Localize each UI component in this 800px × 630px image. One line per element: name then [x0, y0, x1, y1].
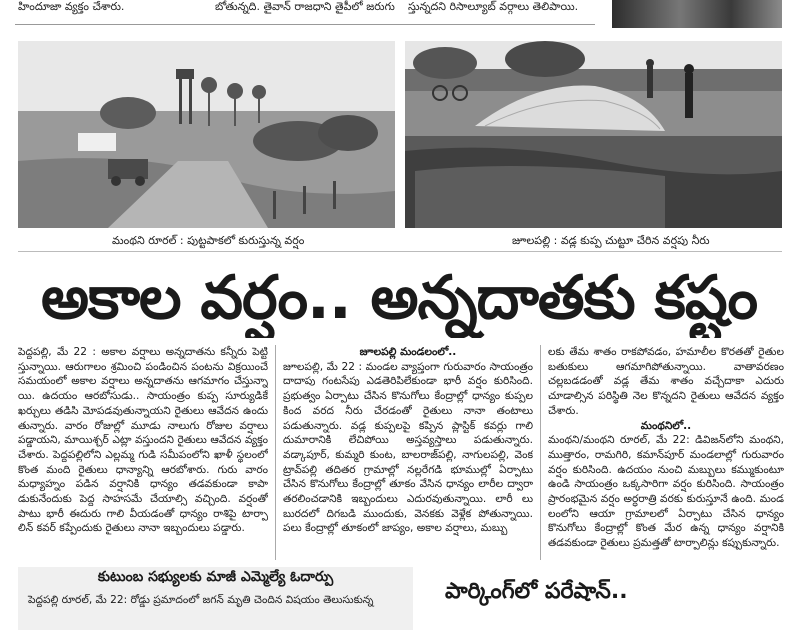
photo-rain-field: [18, 41, 395, 228]
bottom-news-box-parking: [425, 567, 800, 630]
column-3-text: మంథని/మంథని రూరల్, మే 22: డివిజన్‌లోని మంథని, ముత్తారం, రామగిరి, కమాన్‌పూర్ మండలాల్లో గురువారం వర్షం కురిసింది. ఉదయం నుంచి మబ్బులు కమ్ముకుంటూ ఉండి సాయంత్రం ఒక్కసారిగా వర్షం కురిసింది. సాయంత్రం ప్రారంభమైన వర్షం అర్ధరాత్రి వరకు కురుస్తూనే ఉంది. మండ లంలోని ఆయా గ్రామాలలో ఏర్పాటు చేసిన ధాన్యం కొనుగోలు కేంద్రాల్లో కొంత మేర ఉన్న ధాన్యం వర్షానికి తడవకుండా రైతులు ప్రమత్తతో టార్పాలిన్లు కప్పుకున్నారు.: [548, 434, 784, 550]
top-rule: [15, 24, 595, 25]
top-strip-col3: స్తున్నదని రిసాల్యూబ్ వర్గాలు తెలిపాయి.: [408, 0, 579, 13]
column-1-text: పెద్దపల్లి, మే 22 : అకాల వర్షాలు అన్నదాతను కన్నీరు పెట్టి స్తున్నాయి. ఆరుగాలం శ్రమించి పండించిన పంటను విక్రయించే సమయంలో అకాల వర్షాలు అన్నదాతను ఆగమాగం చేస్తున్నా యి. ఉదయం ఆరబోసుడు.. సాయంత్రం కుప్ప సూర్యుడికే ఖర్చులు తడిసి మోపడవుతున్నాయని రైతులు ఆవేదన ఉందు తున్నారు. వారం రోజుల్లో మూడు నాలుగు రోజుల వర్షాలు పడ్డాయని, మాయిశ్చర్ ఎట్లా వస్తుందని రైతులు ఆవేదన వ్యక్తం చేశారు. పెద్దపల్లిలోని ఎల్లమ్మ గుడి సమీపంలోని ఖాళీ స్థలంలో కొంత మంది రైతులు ధాన్యాన్ని ఆరబోశారు. గురు వారం మధ్యాహ్నం పడిన వర్షానికి ధాన్యం తడవకుండా కాపా డుకునేందుకు పెద్ద సాహసమే చేయాల్సి వచ్చింది. వర్షంతో పాటు భారీ ఈదురు గాలి వీయడంతో ధాన్యం రాశిపై టార్పా లిన్ కవర్ కప్పేందుకు రైతులు నానా ఇబ్బందులు పడ్డారు.: [18, 346, 268, 535]
bottom-news-box-condolence: [18, 567, 413, 630]
top-strip-col2: బోతున్నది. తైవాన్ రాజధాని తైపీలో జరుగు: [215, 0, 395, 13]
photo-right-caption: జూలపల్లి : వడ్ల కుప్ప చుట్టూ చేరిన వర్షపు నీరు: [512, 234, 710, 247]
headline-rule-top: [18, 251, 782, 252]
article-column-1: [18, 345, 268, 560]
top-strip-col1: హిందూజా వ్యక్తం చేశారు.: [18, 0, 125, 13]
article-column-3: [548, 345, 784, 560]
column-divider-2: [540, 345, 541, 560]
column-3-subhead: మంథనిలో..: [640, 419, 692, 432]
headline: అకాల వర్షం.. అన్నదాతకు కష్టం: [40, 263, 758, 333]
condolence-title: కుటుంబ సభ్యులకు మాజీ ఎమ్మెల్యే ఓదార్పు: [97, 569, 334, 585]
photo-left-caption: మంథని రూరల్ : పుట్టపాకలో కురుస్తున్న వర్షం: [112, 234, 305, 247]
column-divider-1: [275, 345, 276, 560]
top-photo: [612, 0, 782, 28]
column-2-text: జూలపల్లి, మే 22 : మండల వ్యాప్తంగా గురువారం సాయంత్రం దాదాపు గంటసేపు ఎడతెరిపిలేకుండా భారీ వర్షం కురిసింది. ప్రభుత్వం ఏర్పాటు చేసిన కొనుగోలు కేంద్రాల్లో ధాన్యం కుప్పల కింద వరద నీరు చేరడంతో రైతులు నానా తంటాలు పడుతున్నారు. వడ్ల కుప్పలపై కప్పిన ప్లాస్టిక్ కవర్లు గాలి దుమారానికి లేచిపోయి అస్తవ్యస్తాలు పడుతున్నారు. వడ్కాపూర్, కుమ్మరి కుంట, బాలరాజ్‌పల్లి, నాగులపల్లి, వెంక ట్రావ్‌పల్లి తదితర గ్రామాల్లో నల్లరేగడి భూముల్లో ఏర్పాటు చేసిన కొనుగోలు కేంద్రాల్లో తూకం వేసిన ధాన్యం లారీల ద్వారా తరలించడానికి ఇబ్బందులు ఎదురవుతున్నాయి. లారీ లు బురదలో దిగబడి ముందుకు, వెనకకు వెళ్లేక పోతున్నాయి. పలు కేంద్రాల్లో తూకంలో జాప్యం, అకాల వర్షాలు, మబ్బు: [283, 360, 533, 535]
condolence-text: పెద్దపల్లి రూరల్, మే 22: రోడ్డు ప్రమాదంలో జగన్ మృతి చెందిన విషయం తెలుసుకున్న: [28, 594, 374, 606]
parking-title: పార్కింగ్‌లో పరేషాన్..: [445, 579, 628, 604]
column-2-subhead: జూలపల్లి మండలంలో..: [359, 346, 457, 358]
photo-flooded-grain-heap: [405, 41, 782, 228]
article-column-2: [283, 345, 533, 560]
column-3-top-text: లకు తేమ శాతం రాకపోవడం, హమాలీల కొరతతో రైతుల బతుకులు ఆగమాగిపోతున్నాయి. వాతావరణం చల్లబడడంతో వడ్ల తేమ శాతం వచ్చేదాకా ఎదురు చూడాల్సిన పరిస్థితి నెల కొన్నదని రైతులు ఆవేదన వ్యక్తం చేశారు.: [548, 346, 784, 417]
